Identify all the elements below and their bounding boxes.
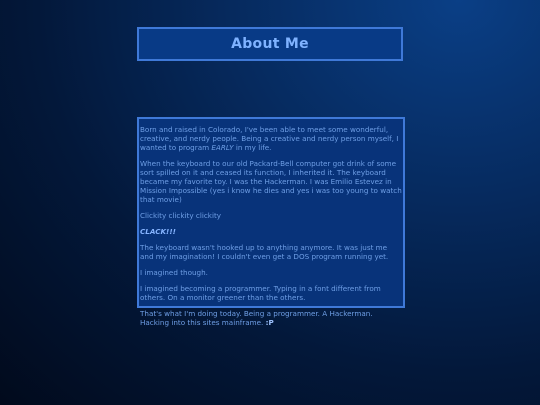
about-paragraph-3: Clickity clickity clickity <box>140 211 222 220</box>
about-paragraph-8-text: That's what I'm doing today. Being a programmer. A Hackerman. Hacking into this sites mainframe. <box>140 309 373 327</box>
about-paragraph-5: The keyboard wasn't hooked up to anything anymore. It was just me and my imagination! I couldn't even get a DOS program running yet. <box>140 243 389 261</box>
about-paragraph-6: I imagined though. <box>140 268 208 277</box>
about-paragraph-4: CLACK!!! <box>140 227 176 236</box>
page-title-box <box>137 27 403 61</box>
about-paragraph-1-end: in my life. <box>233 143 272 152</box>
about-content-panel <box>137 117 405 327</box>
about-paragraph-1-start: Born and raised in Colorado, I've been able to meet some wonderful, creative, and nerdy people. Being a creative and nerdy person myself, I wanted to program <box>140 125 399 152</box>
about-paragraph-1 <box>140 125 402 152</box>
about-paragraph-2: When the keyboard to our old Packard-Bell computer got drink of some sort spilled on it and ceased its function, I inherited it. The keyboard became my favorite toy. I was the Hackerman. I was Emilio Estevez in Mission Impossible (yes i know he dies and yes i was too young to watch that movie) <box>140 159 402 204</box>
about-paragraph-8-emoticon: :P <box>265 318 274 327</box>
about-paragraph-7: I imagined becoming a programmer. Typing in a font different from others. On a monitor greener than the others. <box>140 284 381 302</box>
about-paragraph-1-emphasis: EARLY <box>211 143 234 152</box>
about-paragraph-8 <box>140 309 402 327</box>
page-title: About Me <box>231 36 309 52</box>
